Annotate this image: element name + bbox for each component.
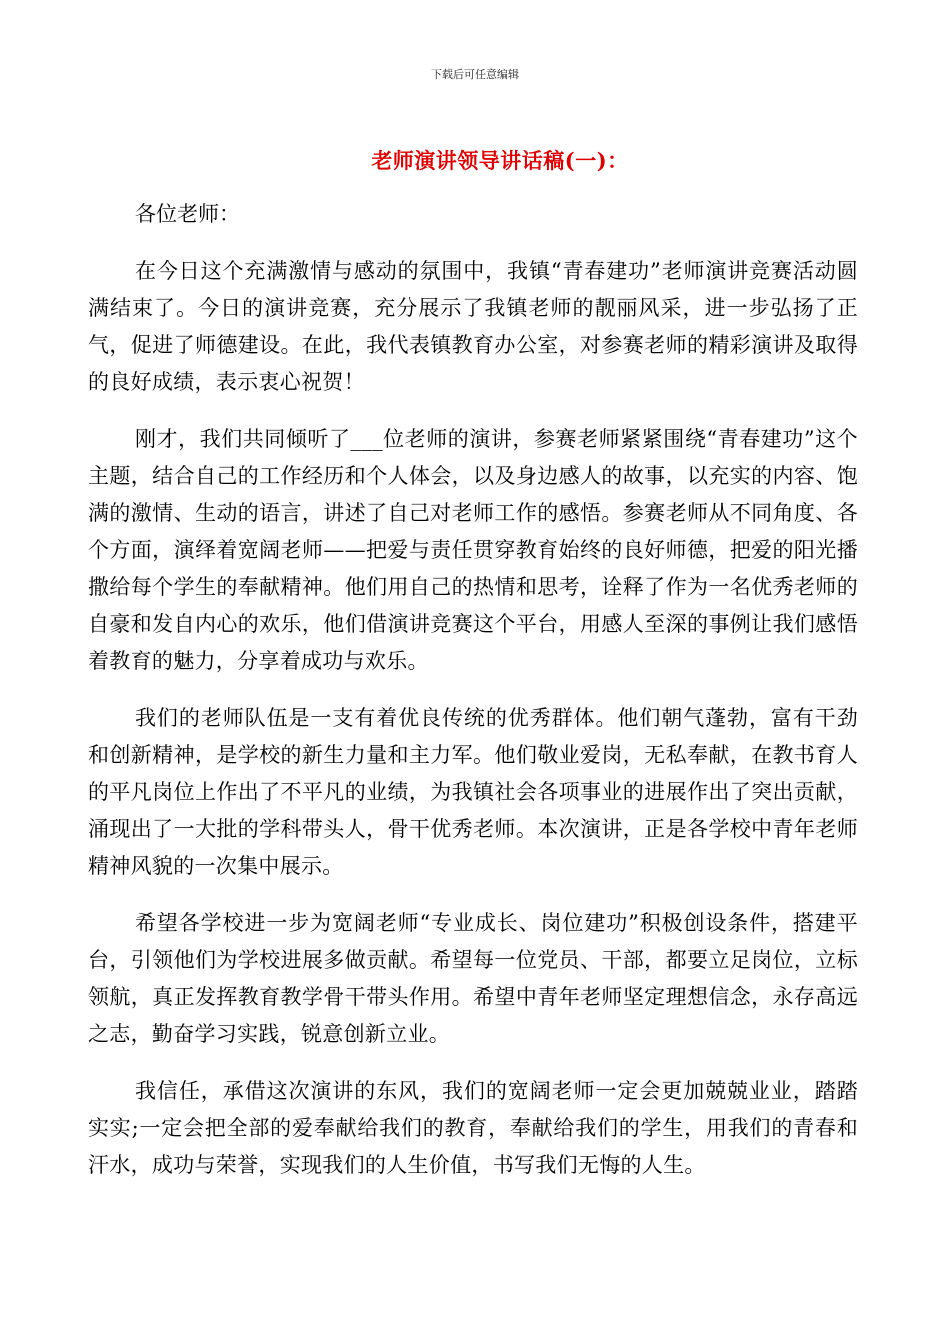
paragraph-3: 我们的老师队伍是一支有着优良传统的优秀群体。他们朝气蓬勃，富有干劲和创新精神，是学校的新生力量和主力军。他们敬业爱岗，无私奉献，在教书育人的平凡岗位上作出了不平凡的业绩，为我镇社会各项事业的进展作出了突出贡献，涌现出了一大批的学科带头人，骨干优秀老师。本次演讲，正是各学校中青年老师精神风貌的一次集中展示。 [88, 706, 858, 878]
document-body [88, 196, 858, 1204]
document-title: 老师演讲领导讲话稿(一)： [371, 148, 629, 173]
paragraph-1: 在今日这个充满激情与感动的氛围中，我镇“青春建功”老师演讲竞赛活动圆满结束了。今日的演讲竞赛，充分展示了我镇老师的靓丽风采，进一步弘扬了正气，促进了师德建设。在此，我代表镇教育办公室，对参赛老师的精彩演讲及取得的良好成绩，表示衷心祝贺！ [88, 259, 858, 394]
paragraph-2: 刚才，我们共同倾听了___位老师的演讲，参赛老师紧紧围绕“青春建功”这个主题，结合自己的工作经历和个人体会，以及身边感人的故事，以充实的内容、饱满的激情、生动的语言，讲述了自己对老师工作的感悟。参赛老师从不同角度、各个方面，演绎着宽阔老师——把爱与责任贯穿教育始终的良好师德，把爱的阳光播撒给每个学生的奉献精神。他们用自己的热情和思考，诠释了作为一名优秀老师的自豪和发自内心的欢乐，他们借演讲竞赛这个平台，用感人至深的事例让我们感悟着教育的魅力，分享着成功与欢乐。 [88, 427, 858, 673]
salutation: 各位老师： [135, 202, 240, 226]
paragraph-5: 我信任，承借这次演讲的东风，我们的宽阔老师一定会更加兢兢业业，踏踏实实;一定会把全部的爱奉献给我们的教育，奉献给我们的学生，用我们的青春和汗水，成功与荣誉，实现我们的人生价值，书写我们无悔的人生。 [88, 1079, 858, 1177]
header-note: 下载后可任意编辑 [431, 68, 519, 81]
paragraph-4: 希望各学校进一步为宽阔老师“专业成长、岗位建功”积极创设条件，搭建平台，引领他们为学校进展多做贡献。希望每一位党员、干部，都要立足岗位，立标领航，真正发挥教育教学骨干带头作用。希望中青年老师坚定理想信念，永存高远之志，勤奋学习实践，锐意创新立业。 [88, 911, 858, 1046]
